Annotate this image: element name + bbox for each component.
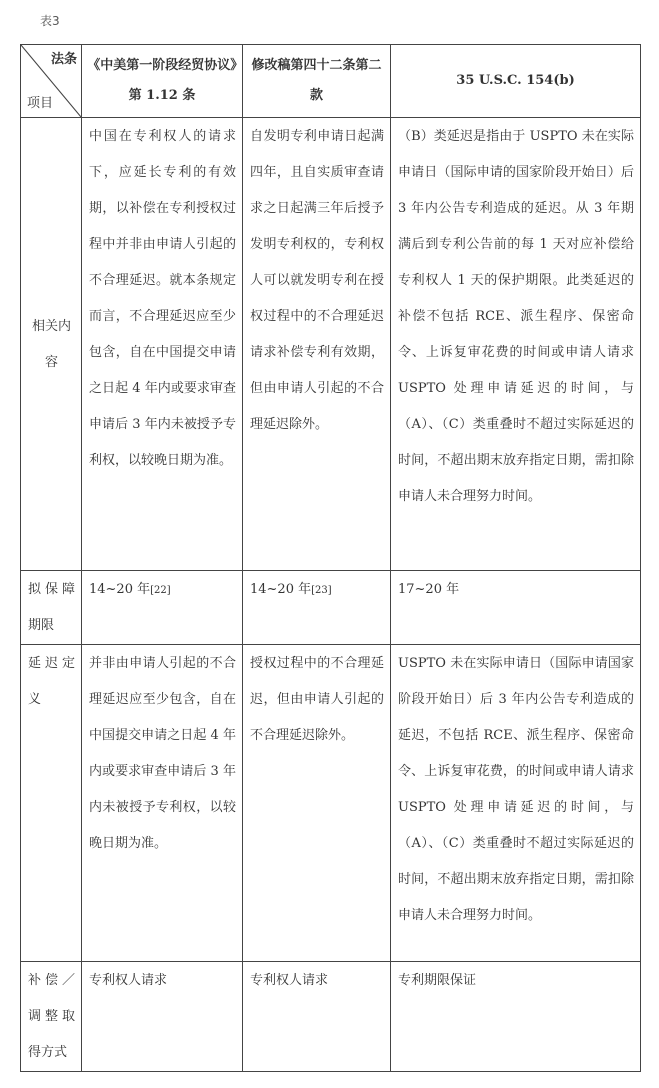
table-cell: 中国在专利权人的请求下，应延长专利的有效期，以补偿在专利授权过程中并非由申请人引起的不合理延迟。就本条规定而言，不合理延迟应至少包含，自在中国提交申请之日起 4 年内或要求审查申请后 3 年内未被授予专利权，以较晚日期为准。 bbox=[82, 118, 243, 571]
corner-top-label: 法条 bbox=[50, 52, 77, 67]
table-cell: USPTO 未在实际申请日（国际申请国家阶段开始日）后 3 年内公告专利造成的延迟，不包括 RCE、派生程序、保密命令、上诉复审花费，的时间或申请人请求 USPTO 处理申请延迟的时间，与（A）、（C）类重叠时不超过实际延迟的时间，不超出期末放弃指定日期，需扣除申请人未合理努力时间。 bbox=[391, 645, 641, 962]
row-label: 补偿／调整取得方式 bbox=[21, 962, 82, 1072]
table-row bbox=[21, 571, 641, 645]
corner-bottom-label: 项目 bbox=[27, 96, 54, 111]
header-col2: 修改稿第四十二条第二款 bbox=[243, 45, 391, 118]
table-caption: 表3 bbox=[40, 14, 60, 28]
citation-ref: [22] bbox=[150, 585, 171, 596]
table-cell: 并非由申请人引起的不合理延迟应至少包含，自在中国提交申请之日起 4 年内或要求审查申请后 3 年内未被授予专利权，以较晚日期为准。 bbox=[82, 645, 243, 962]
table-cell: 自发明专利申请日起满四年，且自实质审查请求之日起满三年后授予发明专利权的，专利权人可以就发明专利在授权过程中的不合理延迟请求补偿专利有效期，但由申请人引起的不合理延迟除外。 bbox=[243, 118, 391, 571]
header-row bbox=[21, 45, 641, 118]
table-cell: （B）类延迟是指由于 USPTO 未在实际申请日（国际申请的国家阶段开始日）后 3 年内公告专利造成的延迟。从 3 年期满后到专利公告前的每 1 天对应补偿给专利权人 1 天的保护期限。此类延迟的补偿不包括 RCE、派生程序、保密命令、上诉复审花费的时间或申请人请求 USPTO 处理申请延迟的时间，与（A）、（C）类重叠时不超过实际延迟的时间，不超出期末放弃指定日期，需扣除申请人未合理努力时间。 bbox=[391, 118, 641, 571]
header-col3: 35 U.S.C. 154(b) bbox=[391, 45, 641, 118]
citation-ref: [23] bbox=[311, 585, 332, 596]
table-row bbox=[21, 118, 641, 571]
row-label: 相关内容 bbox=[21, 118, 82, 571]
header-col1: 《中美第一阶段经贸协议》第 1.12 条 bbox=[82, 45, 243, 118]
row-label: 拟保障期限 bbox=[21, 571, 82, 645]
table-cell: 专利权人请求 bbox=[82, 962, 243, 1072]
row-label: 延迟定义 bbox=[21, 645, 82, 962]
table-row bbox=[21, 962, 641, 1072]
table-cell: 授权过程中的不合理延迟，但由申请人引起的不合理延迟除外。 bbox=[243, 645, 391, 962]
cell-text: 14~20 年 bbox=[250, 582, 312, 597]
table-cell bbox=[243, 571, 391, 645]
corner-header-cell bbox=[21, 45, 82, 118]
cell-text: 14~20 年 bbox=[89, 582, 151, 597]
table-row bbox=[21, 645, 641, 962]
comparison-table bbox=[20, 44, 641, 1072]
table-cell bbox=[82, 571, 243, 645]
table-cell: 专利权人请求 bbox=[243, 962, 391, 1072]
table-cell: 专利期限保证 bbox=[391, 962, 641, 1072]
table-cell: 17~20 年 bbox=[391, 571, 641, 645]
